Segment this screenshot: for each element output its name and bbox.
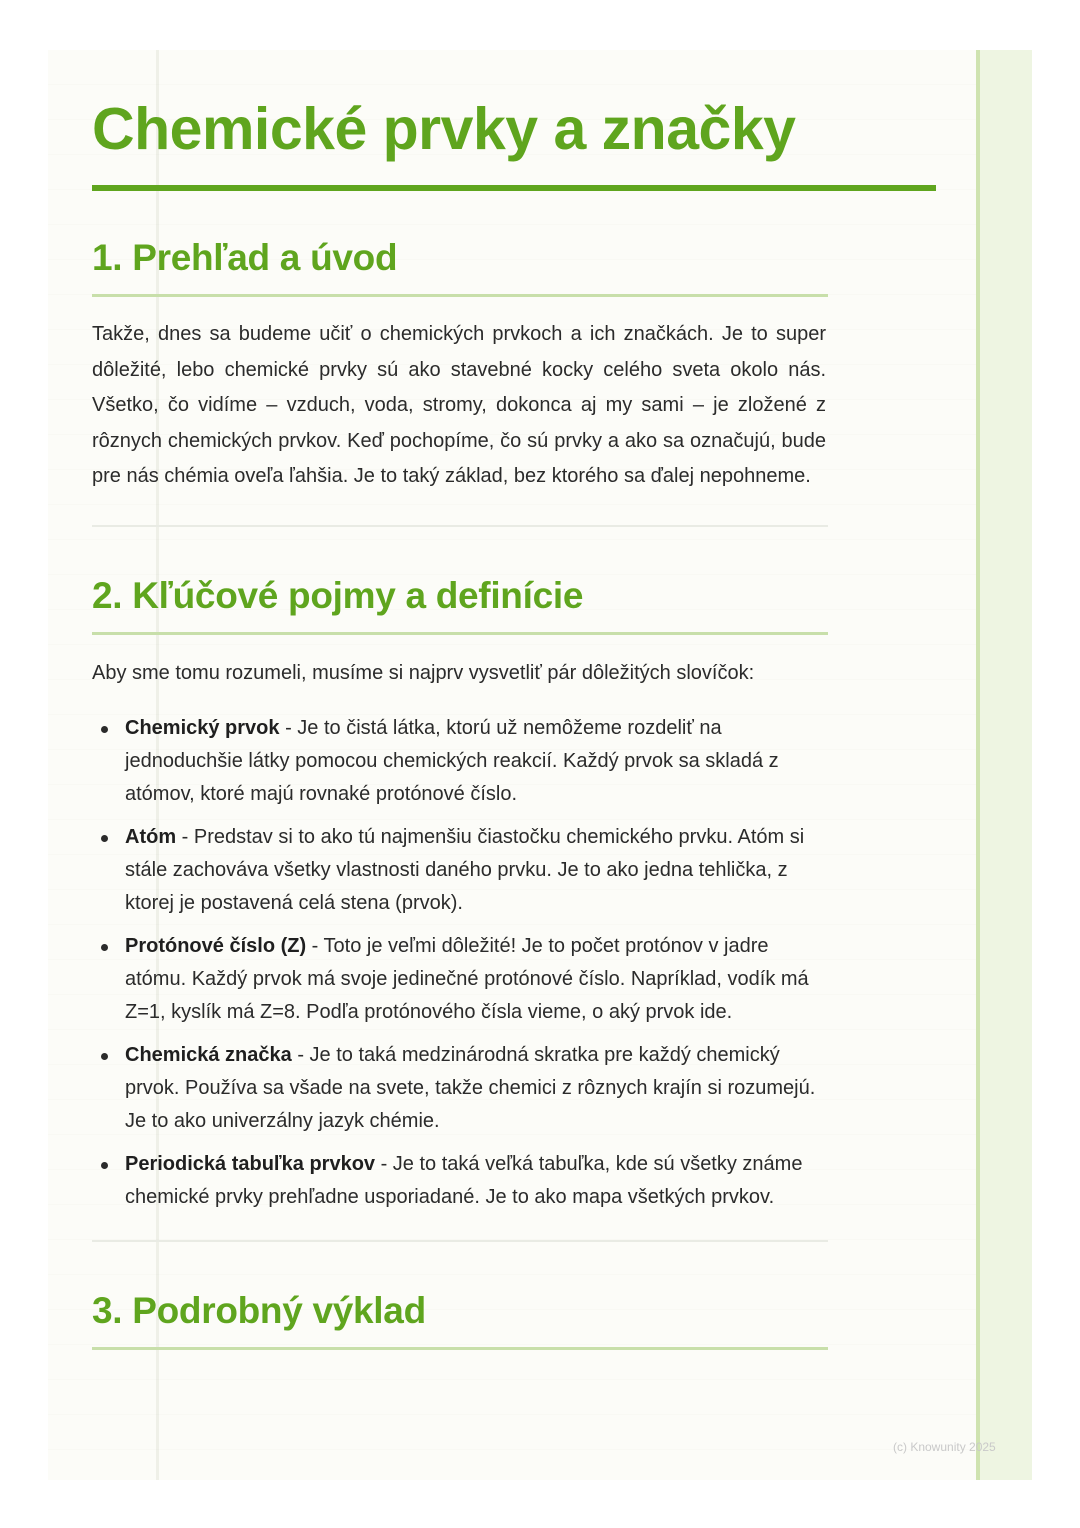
section-underline (92, 294, 828, 297)
document-content (92, 50, 936, 1350)
section-heading-overview: 1. Prehľad a úvod (92, 237, 398, 278)
copyright-footer: (c) Knowunity 2025 (893, 1440, 996, 1454)
term-label: Periodická tabuľka prvkov (125, 1152, 376, 1175)
section-heading-key-terms: 2. Kľúčové pojmy a definície (92, 574, 584, 616)
section-underline (92, 1347, 828, 1350)
overview-paragraph: Takže, dnes sa budeme učiť o chemických prvkoch a ich značkách. Je to super dôležité, lebo chemické prvky sú ako stavebné kocky celého sveta okolo nás. Všetko, čo vidíme – vzduch, voda, stromy, dokonca aj my sami – je zložené z rôznych chemických prvkov. Keď pochopíme, čo sú prvky a ako sa označujú, bude pre nás chémia oveľa ľahšia. Je to taký základ, bez ktorého sa ďalej nepohneme. (92, 323, 826, 487)
section-detailed-explanation (92, 1288, 936, 1350)
list-item (92, 1148, 828, 1214)
bullet-icon (101, 726, 108, 733)
term-label: Chemická značka (125, 1043, 292, 1066)
key-terms-intro: Aby sme tomu rozumeli, musíme si najprv vysvetliť pár dôležitých slovíčok: (92, 661, 755, 684)
page-title: Chemické prvky a značky (92, 96, 796, 162)
side-margin-strip (976, 50, 1032, 1480)
term-label: Protónové číslo (Z) (125, 934, 307, 957)
list-item (92, 930, 828, 1029)
section-overview (92, 235, 936, 527)
term-label: Chemický prvok (125, 716, 280, 739)
term-definition: - Predstav si to ako tú najmenšiu čiastočku chemického prvku. Atóm si stále zachováva všetky vlastnosti daného prvku. Je to ako jedna tehlička, z ktorej je postavená celá stena (prvok). (125, 825, 805, 914)
term-definition: - Je to taká veľká tabuľka, kde sú všetky známe chemické prvky prehľadne usporiadané. Je to ako mapa všetkých prvkov. (125, 1152, 803, 1208)
list-item (92, 712, 828, 811)
section-underline (92, 632, 828, 635)
section-divider (92, 525, 828, 527)
term-definition: - Toto je veľmi dôležité! Je to počet protónov v jadre atómu. Každý prvok má svoje jedinečné protónové číslo. Napríklad, vodík má Z=1, kyslík má Z=8. Podľa protónového čísla vieme, o aký prvok ide. (125, 934, 809, 1023)
section-divider (92, 1240, 828, 1242)
term-definition: - Je to taká medzinárodná skratka pre každý chemický prvok. Používa sa všade na svete, takže chemici z rôznych krajín si rozumejú. Je to ako univerzálny jazyk chémie. (125, 1043, 816, 1132)
list-item (92, 821, 828, 920)
bullet-icon (101, 1162, 108, 1169)
bullet-icon (101, 1053, 108, 1060)
bullet-icon (101, 944, 108, 951)
key-terms-list (92, 712, 828, 1214)
section-key-terms (92, 573, 936, 1242)
section-heading-detailed: 3. Podrobný výklad (92, 1289, 426, 1331)
list-item (92, 1039, 828, 1138)
bullet-icon (101, 835, 108, 842)
term-definition: - Je to čistá látka, ktorú už nemôžeme rozdeliť na jednoduchšie látky pomocou chemických reakcií. Každý prvok sa skladá z atómov, ktoré majú rovnaké protónové číslo. (125, 716, 779, 805)
title-underline (92, 185, 936, 191)
term-label: Atóm (125, 825, 177, 848)
